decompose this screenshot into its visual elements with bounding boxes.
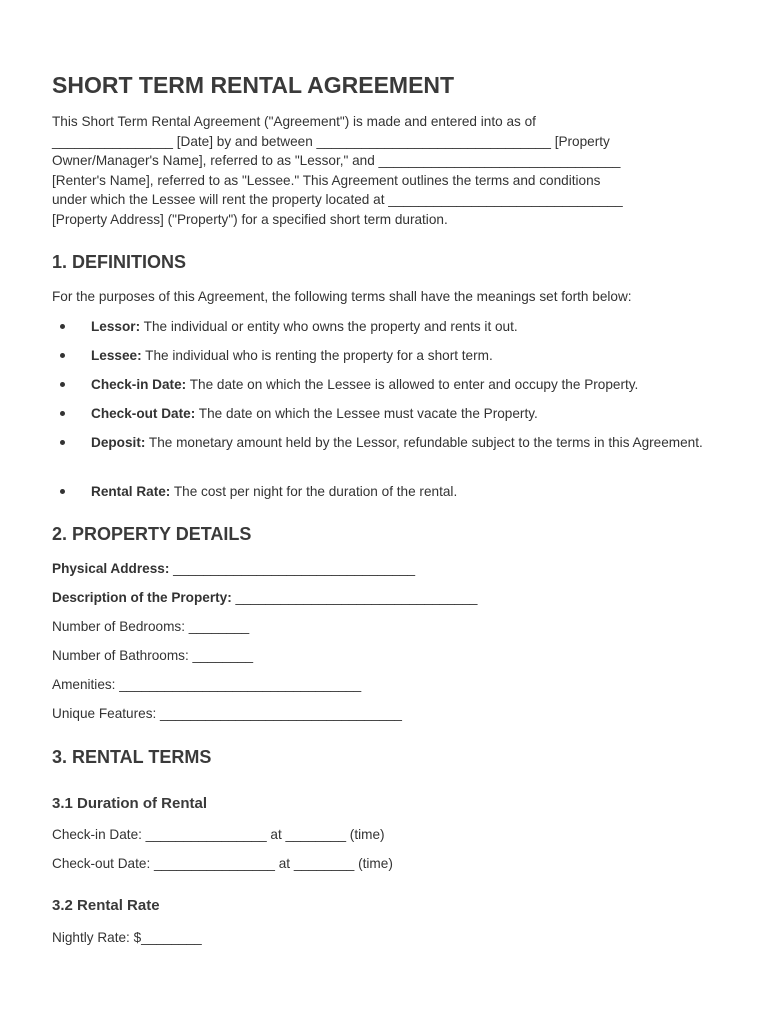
intro-line-6: [Property Address] ("Property") for a specified short term duration. bbox=[52, 211, 448, 227]
physical-address-blank: ________________________________ bbox=[169, 561, 416, 576]
definition-term: Lessor: bbox=[91, 319, 141, 334]
intro-paragraph bbox=[52, 112, 717, 229]
definition-text: The date on which the Lessee must vacate the Property. bbox=[195, 406, 538, 421]
description-field bbox=[52, 590, 477, 605]
description-label: Description of the Property: bbox=[52, 590, 232, 605]
bullet-icon bbox=[60, 353, 65, 358]
rental-terms-heading: 3. RENTAL TERMS bbox=[52, 747, 212, 767]
definition-text: The date on which the Lessee is allowed to enter and occupy the Property. bbox=[186, 377, 639, 392]
bullet-icon bbox=[60, 382, 65, 387]
intro-line-4: [Renter's Name], referred to as "Lessee." This Agreement outlines the terms and conditions bbox=[52, 172, 601, 188]
document-title: SHORT TERM RENTAL AGREEMENT bbox=[52, 72, 455, 98]
intro-line-1: This Short Term Rental Agreement ("Agreement") is made and entered into as of bbox=[52, 114, 536, 129]
definition-text: The individual who is renting the property for a short term. bbox=[141, 348, 493, 363]
bullet-icon bbox=[60, 324, 65, 329]
bullet-icon bbox=[60, 489, 65, 494]
property-details-heading: 2. PROPERTY DETAILS bbox=[52, 524, 252, 544]
definition-term: Rental Rate: bbox=[91, 484, 171, 499]
definition-term: Check-in Date: bbox=[91, 377, 187, 392]
definition-text: The monetary amount held by the Lessor, refundable subject to the terms in this Agreement. bbox=[145, 435, 703, 450]
bedrooms-field: Number of Bedrooms: ________ bbox=[52, 619, 250, 634]
physical-address-label: Physical Address: bbox=[52, 561, 170, 576]
bullet-icon bbox=[60, 440, 65, 445]
intro-line-3: Owner/Manager's Name], referred to as "Lessor," and ________________________________ bbox=[52, 153, 621, 168]
duration-heading: 3.1 Duration of Rental bbox=[52, 795, 208, 812]
physical-address-field bbox=[52, 561, 415, 576]
definition-text: The individual or entity who owns the property and rents it out. bbox=[140, 319, 518, 334]
definitions-heading: 1. DEFINITIONS bbox=[52, 252, 187, 272]
intro-line-5: under which the Lessee will rent the property located at _______________________________ bbox=[52, 192, 623, 207]
unique-features-field: Unique Features: ________________________________ bbox=[52, 706, 402, 721]
bathrooms-field: Number of Bathrooms: ________ bbox=[52, 648, 254, 663]
intro-line-2: ________________ [Date] by and between _______________________________ [Property bbox=[52, 133, 610, 149]
check-out-field: Check-out Date: ________________ at ________ (time) bbox=[52, 856, 393, 871]
description-blank: ________________________________ bbox=[231, 590, 478, 605]
bullet-icon bbox=[60, 411, 65, 416]
rental-rate-heading: 3.2 Rental Rate bbox=[52, 897, 160, 914]
definition-text: The cost per night for the duration of the rental. bbox=[170, 484, 458, 499]
nightly-rate-field: Nightly Rate: $________ bbox=[52, 930, 202, 945]
check-in-field: Check-in Date: ________________ at ________ (time) bbox=[52, 827, 385, 842]
definitions-lead: For the purposes of this Agreement, the following terms shall have the meanings set forth below: bbox=[52, 289, 632, 304]
amenities-field: Amenities: ________________________________ bbox=[52, 677, 362, 692]
definition-term: Lessee: bbox=[91, 348, 142, 363]
definition-term: Deposit: bbox=[91, 435, 146, 450]
definition-term: Check-out Date: bbox=[91, 406, 196, 421]
